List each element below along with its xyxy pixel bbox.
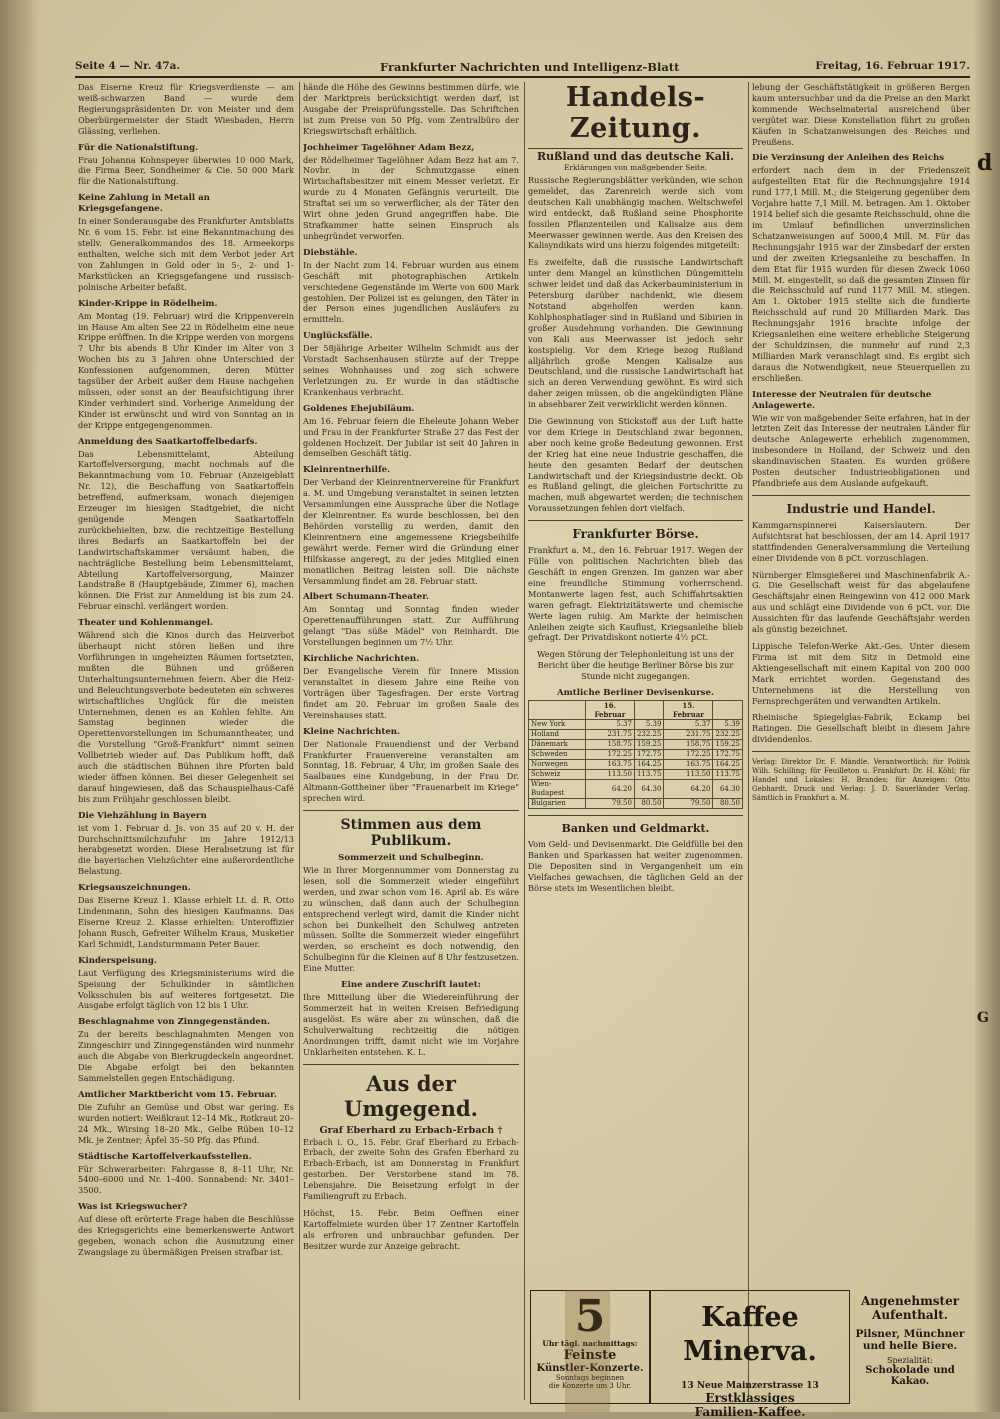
rates-cell: 158.75 [664,740,713,750]
article-heading: Kinder-Krippe in Rödelheim. [78,298,218,309]
umgegend-subheading: Graf Eberhard zu Erbach-Erbach † [319,1124,503,1136]
rates-cell: 64.20 [585,780,634,799]
ad-line: Erstklassiges [705,1391,795,1405]
boerse-heading: Frankfurter Börse. [572,527,699,542]
article-heading: Die Viehzählung in Bayern [78,810,207,821]
ad-line: und helle Biere. [862,1340,958,1352]
rates-cell: Holland [529,730,586,740]
rates-cell: 80.50 [713,799,743,809]
page-number: Seite 4 — Nr. 47a. [75,60,181,72]
article-text: Der Verband der Kleinrentnervereine für Frankfurt a. M. und Umgebung veranstaltet in seinen letzten Versammlungen eine Aussprache über die Notlage der Kleinrentner. Es wurde beschlossen, bei den Behörden vorstellig zu werden, damit den Kleinrentnern eine angemessene Kriegsbeihilfe gewährt werde. Ferner wird die Gründung einer Hilfskasse angeregt, zu der jedes Mitglied einen monatlichen Beitrag leisten soll. Die nächste Versammlung findet am 28. Februar statt. [303,477,519,586]
kaffee-minerva-ad [650,1290,850,1419]
table-row [529,730,743,740]
rates-header-cell: 15. Februar [664,701,713,720]
article-heading: Beschlagnahme von Zinngegenständen. [78,1017,271,1028]
column-rule [748,82,749,1400]
beverage-ad [850,1290,970,1402]
article-heading: Kinderspeisung. [78,955,157,966]
article-text: Frau Johanna Kohnspeyer überwies 10 000 Mark, die Firma Beer, Sondheimer & Cie. 50 000 Mark für die Nationalstiftung. [78,154,294,187]
rates-cell: 113.75 [713,770,743,780]
rates-cell: 159.25 [634,740,664,750]
rates-cell: 64.30 [634,780,664,799]
article-text: Während sich die Kinos durch das Heizverbot überhaupt nicht stören ließen und ihre Vorführungen in ungeheizten Räumen fortsetzten, mußten die Bühnen und größeren Unterhaltungsunternehmen feiern. Aber die Heiz- und Beleuchtungsverbote bedeuteten ein schweres wirtschaftliches Unglück für die meisten Unternehmen, denen es an Kohlen fehlte. Am Samstag beginnen wieder die Operettenvorstellungen im Schumanntheater, und die Vorstellung "Groß-Frankfurt" nimmt seinen Vollbetrieb wieder auf. Das Publikum hofft, daß auch die städtischen Bühnen ihre Pforten bald wieder öffnen können. Bei dieser Gelegenheit sei darauf hingewiesen, daß das Schauspielhaus-Café bis zum Frühjahr geschlossen bleibt. [78,630,294,804]
page-binding-shadow [0,0,40,1412]
article-text: Die Gewinnung von Stickstoff aus der Luft hatte vor dem Kriege in Deutschland zwar begonnen, aber noch keine große Bedeutung gewonnen. Erst der Krieg hat eine neue Industrie geschaffen, die heute den gesamten Bedarf der deutschen Landwirtschaft und der Kriegsindustrie deckt. Ob es Rußland gelingt, die gleichen Fortschritte zu machen, muß abgewartet werden; die technischen Voraussetzungen fehlen dort vielfach. [528,416,743,514]
article-text: Das Eiserne Kreuz für Kriegsverdienste — am weiß-schwarzen Band — wurde dem Regierungspräsidenten Dr. von Meister und dem Oberbürgermeister der Stadt Wiesbaden, Herrn Glässing, verliehen. [78,82,294,136]
article-heading: Kriegsauszeichnungen. [78,883,191,894]
article-text: Für Schwerarbeiter: Fahrgasse 8, 8–11 Uhr, Nr. 5400–6000 und Nr. 1–400. Sonnabend: Nr. 3401–3500. [78,1163,294,1196]
article-heading: Unglücksfälle. [303,331,373,342]
divider [752,495,970,496]
article-heading: Kleine Nachrichten. [303,726,401,737]
banken-text: Vom Geld- und Devisenmarkt. Die Geldfülle bei den Banken und Sparkassen hat weiter zugenommen. Die Depositen sind in Vergangenheit um ein Vielfaches gewachsen, die täglichen Geld an der Börse stets im Wesentlichen bleibt. [528,839,743,893]
umgegend-text-2: Höchst, 15. Febr. Beim Oeffnen einer Kartoffelmiete wurden über 17 Zentner Kartoffeln als erfroren und unbrauchbar gefunden. Der Besitzer wurde zur Anzeige gebracht. [303,1207,519,1251]
rates-cell: 79.50 [585,799,634,809]
ad-line: 13 Neue Mainzerstrasse 13 [681,1381,819,1391]
ad-title: Kaffee Minerva. [683,1302,817,1367]
ad-line: Aufenthalt. [872,1308,948,1322]
rates-cell: 113.50 [664,770,713,780]
rates-cell: 172.25 [664,750,713,760]
rates-cell: 113.75 [634,770,664,780]
ad-line: Pilsner, Münchner [855,1328,965,1340]
rates-header-cell [713,701,743,720]
article-subheading: Erklärungen von maßgebender Seite. [563,163,708,172]
rates-cell: 5.39 [713,720,743,730]
rates-cell: 232.25 [634,730,664,740]
article-text: Die Zufuhr an Gemüse und Obst war gering. Es wurden notiert: Weißkraut 12–14 Mk., Rotkraut 20–24 Mk., Wirsing 18–20 Mk., Gelbe Rüben 10–12 Mk. je Zentner; Äpfel 35–50 Pfg. das Pfund. [78,1101,294,1145]
article-heading: Was ist Kriegswucher? [78,1202,188,1213]
article-text: Das Eiserne Kreuz 1. Klasse erhielt Lt. d. R. Otto Lindenmann, Sohn des hiesigen Kaufmanns. Das Eiserne Kreuz 2. Klasse erhielten: Unteroffizier Johann Rusch, Gefreiter Wilhelm Kraus, Musketier Karl Schmidt, Landsturmmann Peter Bauer. [78,895,294,949]
edge-glyph: G [977,1010,989,1026]
rates-header-cell [529,701,586,720]
column-4 [752,82,970,1172]
rates-cell: 231.75 [585,730,634,740]
rates-cell: 5.37 [585,720,634,730]
rates-cell: 80.50 [634,799,664,809]
article-heading: Theater und Kohlenmangel. [78,618,214,629]
umgegend-text: Erbach i. O., 15. Febr. Graf Eberhard zu Erbach-Erbach, der zweite Sohn des Grafen Eberhard zu Erbach-Erbach, ist am Donnerstag in Frankfurt gestorben. Der Verstorbene stand im 78. Lebensjahre. Die Beisetzung erfolgt in der Familiengruft zu Erbach. [303,1136,519,1202]
rates-cell: 5.37 [664,720,713,730]
article-text: erfordert nach dem in der Friedenszeit aufgestellten Etat für die Rechnungsjahre 1914 rund 177,1 Mill. M.; die Steigerung gegenüber dem Vorjahre hatte 7,1 Mill. M. betragen. Am 1. Oktober 1914 belief sich die gesamte Reichsschuld, ohne die im Umlauf befindlichen unverzinslichen Schatzanweisungen auf 5000,4 Mill. M. Für das Rechnungsjahr 1915 war der Zinsbedarf der ersten und der zweiten Kriegsanleihe zu beschaffen. In dem Etat für 1915 wurden für diesen Zweck 1060 Mill. M. eingestellt, so daß die gesamten Zinsen für die Reichsschuld auf rund 1177 Mill. M. stiegen. Am 1. Oktober 1915 stellte sich die fundierte Reichsschuld auf rund 20 Milliarden Mark. Das Rechnungsjahr 1916 brachte infolge der Kriegsanleihen eine weitere erhebliche Steigerung der Schuldzinsen, die nunmehr auf rund 2,3 Milliarden Mark veranschlagt sind. Es ergibt sich daraus die Notwendigkeit, neue Steuerquellen zu erschließen. [752,165,970,383]
table-row [529,799,743,809]
column-2-articles [303,82,519,804]
article-heading: Keine Zahlung in Metall an Kriegsgefangene. [78,193,210,215]
article-text: Kammgarnspinnerei Kaiserslautern. Der Aufsichtsrat hat beschlossen, der am 14. April 1917 stattfindenden Generalversammlung die Verteilung einer Dividende von 8 pCt. vorzuschlagen. [752,519,970,563]
article-heading: Kirchliche Nachrichten. [303,654,420,665]
rates-cell: 164.25 [713,760,743,770]
ad-line: Familien-Kaffee. [694,1405,806,1419]
table-row [529,720,743,730]
rates-title: Amtliche Berliner Devisenkurse. [557,688,714,699]
divider [528,148,743,149]
article-text: ist vom 1. Februar d. Js. von 35 auf 20 v. H. der Durchschnittsmilchzufuhr im Jahre 1912/13 herabgesetzt worden. Diese Herabsetzung ist für die bayerischen Viehzüchter eine außerordentliche Belastung. [78,822,294,877]
article-heading: Rußland und das deutsche Kali. [536,150,735,163]
rates-cell: 231.75 [664,730,713,740]
umgegend-heading: Aus der Umgegend. [344,1070,478,1121]
divider [528,815,743,816]
rates-cell: 172.25 [585,750,634,760]
rates-cell: 64.30 [713,780,743,799]
ad-line: die Konzerte um 3 Uhr. [548,1382,632,1390]
article-text: Russische Regierungsblätter verkünden, wie schon gemeldet, das Zarenreich werde sich vom deutschen Kali unabhängig machen. Weltschwefel wird entdeckt, daß Rußland seine Phosphorite fossilen Pflanzenteilen und Kalisalze aus dem Meerwasser gewinnen werde. Aus den Kreisen des Kalisyndikats wird uns hierzu folgendes mitgeteilt: [528,175,743,251]
article-heading: Interesse der Neutralen für deutsche Anlagewerte. [752,389,932,411]
table-row [529,770,743,780]
imprint: Verlag: Direktor Dr. F. Mändle. Verantwortlich: für Politik Wilh. Schilling; für Feuilleton u. Frankfurt: Dr. H. Köhl; für Handel und Lokales: H. Brandes; für Anzeigen: Otto Gebhardt. Druck und Verlag: J. D. Sauerländer Verlag. Sämtlich in Frankfurt a. M. [752,758,970,803]
rates-cell: 159.25 [713,740,743,750]
article-heading: Anmeldung des Saatkartoffelbedarfs. [78,436,258,447]
publikum-subheading: Sommerzeit und Schulbeginn. [338,853,484,864]
article-heading: Kleinrentnerhilfe. [303,465,391,476]
article-text: Lippische Telefon-Werke Akt.-Ges. Unter diesem Firma ist mit dem Sitz in Detmold eine Aktiengesellschaft mit einem Kapital von 200 000 Mark errichtet worden. Gegenstand des Unternehmens ist die Herstellung von Fernsprechgeräten und verwandten Artikeln. [752,640,970,706]
article-text: Am 16. Februar feiern die Eheleute Johann Weber und Frau in der Frankfurter Straße 27 das Fest der goldenen Hochzeit. Der Jubilar ist seit 40 Jahren in demselben Geschäft tätig. [303,415,519,459]
rates-cell: Norwegen [529,760,586,770]
rates-cell: 79.50 [664,799,713,809]
table-row [529,750,743,760]
article-text: Auf diese oft erörterte Frage haben die Beschlüsse des Kriegsgerichts eine bemerkenswerte Antwort gegeben, wonach schon die Ausnutzung einer Zwangslage zu übermäßigen Preisen strafbar ist. [78,1214,294,1257]
article-text: Der Nationale Frauendienst und der Verband Frankfurter Frauenvereine veranstalten am Sonntag, 18. Februar, 4 Uhr, im großen Saale des Saalbaues eine Kundgebung, in der Frau Dr. Altmann-Gottheiner über "Frauenarbeit im Kriege" sprechen wird. [303,738,519,804]
adjacent-page-edge [975,0,1000,1412]
article-text: lebung der Geschäftstätigkeit in größeren Bergen kaum untersuchbar und da die Preise an den Markt kommende Wechselmaterial ausreichend über vergütet war. Diese Konstellation führt zu großen Käufen in Schatzanweisungen des Reiches und Preußens. [752,82,970,147]
handels-zeitung-title: Handels-Zeitung. [565,82,706,144]
issue-date: Freitag, 16. Februar 1917. [815,60,970,72]
divider [303,1064,519,1065]
banken-heading: Banken und Geldmarkt. [561,822,710,836]
article-heading: Die Verzinsung der Anleihen des Reichs [752,153,945,164]
column-2 [303,82,519,1400]
article-text: Nürnberger Elmsgießerei und Maschinenfabrik A.-G. Die Gesellschaft weist für das abgelaufene Geschäftsjahr einen Reingewinn von 412 000 Mark aus und schlägt eine Dividende von 6 pCt. vor. Die Aussichten für das laufende Geschäftsjahr werden als günstig bezeichnet. [752,569,970,635]
ad-line: Angenehmster [860,1294,960,1308]
rates-cell: Schweiz [529,770,586,780]
column-1 [78,82,294,1400]
ad-line: Uhr tägl. nachmittags: [542,1339,638,1348]
article-text: Am Sonntag und Sonntag finden wieder Operettenaufführungen statt. Zur Aufführung gelangt "Das süße Mädel" von Reinhardt. Die Vorstellungen beginnen um 7½ Uhr. [303,604,519,648]
article-text: Wie wir von maßgebender Seite erfahren, hat in der letzten Zeit das Interesse der neutralen Länder für deutsche Anlagewerte erheblich zugenommen, insbesondere in Holland, der Schweiz und den skandinavischen Staaten. Es wurden größere Posten deutscher Industrieobligationen und Pfandbriefe aus dem Auslande aufgekauft. [752,412,970,488]
publikum-heading: Stimmen aus dem Publikum. [340,817,482,850]
article-heading: Jochheimer Tagelöhner Adam Bezz, [303,142,475,153]
rates-note: Wegen Störung der Telephonleitung ist uns der Bericht über die heutige Berliner Börse bis zur Stunde nicht zugegangen. [537,649,734,682]
column-rule [299,82,300,1400]
article-heading: Amtlicher Marktbericht vom 15. Februar. [78,1089,277,1100]
table-row [529,780,743,799]
rates-cell: 163.75 [664,760,713,770]
industrie-heading: Industrie und Handel. [786,501,936,516]
ad-big-number: 5 [574,1291,606,1342]
article-heading: Goldenes Ehejubiläum. [303,403,415,414]
rates-header-cell: 16. Februar [585,701,634,720]
masthead: Frankfurter Nachrichten und Intelligenz-Blatt [380,60,680,74]
article-heading: Für die Nationalstiftung. [78,142,199,153]
ad-line: Schokolade und Kakao. [865,1365,955,1387]
article-text: Am Montag (19. Februar) wird die Krippenverein im Hause Am alten See 22 in Rödelheim eine neue Krippe eröffnen. In die Krippe werden von morgens 7 Uhr bis abends 8 Uhr Kinder im Alter von 3 Wochen bis zu 3 Jahren ohne Unterschied der Konfessionen aufgenommen, deren Mütter tagsüber der Arbeit außer dem Hause nachgehen müssen, oder sonst an der Beaufsichtigung ihrer Kinder verhindert sind. Vorherige Anmeldung der Kinder ist erwünscht und wird von Sonntag an in der Krippe entgegengenommen. [78,310,294,430]
article-heading: Städtische Kartoffelverkaufsstellen. [78,1151,252,1162]
column-rule [524,82,525,1400]
rates-cell: 164.25 [634,760,664,770]
article-text: Rheinische Spiegelglas-Fabrik, Eckamp bei Ratingen. Die Gesellschaft bleibt in diesem Jahre dividendenlos. [752,712,970,745]
divider [303,810,519,811]
publikum-text-2: Ihre Mitteilung über die Wiedereinführung der Sommerzeit hat in weiten Kreisen Befriedigung ausgelöst. Es wäre aber zu wünschen, daß die Schulverwaltung rechtzeitig die nötigen Anordnungen trifft, damit nicht wie im Vorjahre Unklarheiten entstehen. K. L. [303,992,519,1057]
page-header [75,60,970,78]
rates-cell: Dänemark [529,740,586,750]
article-text: In der Nacht zum 14. Februar wurden aus einem Geschäft mit photographischen Artikeln verschiedene Gegenstände im Werte von 600 Mark gestohlen. Der Polizei ist es gelungen, den Täter in der Person eines jugendlichen Ausläufers zu ermitteln. [303,259,519,325]
table-row [529,760,743,770]
exchange-rates-table [528,700,743,809]
divider [752,751,970,752]
article-text: hände die Höhe des Gewinns bestimmen dürfe, wie der Marktpreis berücksichtigt werden darf, ist Ausgabe der Preisprüfungsstelle. Das Schriftchen ist zum Preise von 50 Pfg. vom Zentralbüro der Kriegswirtschaft erhältlich. [303,82,519,136]
rates-header-cell [634,701,664,720]
edge-glyph: d [977,150,993,176]
article-text: Laut Verfügung des Kriegsministeriums wird die Speisung der Schulkinder in sämtlichen Volksschulen bis auf weiteres fortgesetzt. Die Ausgabe erfolgt täglich von 12 bis 1 Uhr. [78,967,294,1011]
rates-cell: 172.75 [634,750,664,760]
rates-cell: 232.25 [713,730,743,740]
boerse-text: Frankfurt a. M., den 16. Februar 1917. Wegen der Fülle von politischen Nachrichten blieb das Geschäft in engen Grenzen. Im ganzen war aber eine freundliche Stimmung vorherrschend. Montanwerte lagen fest, auch Schiffahrtsaktien waren gefragt. Elektrizitätswerte und chemische Werte lagen ruhig. Am Markte der heimischen Anleihen zeigte sich Kauflust, Kriegsanleihe blieb gefragt. Der Privatdiskont notierte 4½ pCt. [528,545,743,643]
publikum-text: Wie in Ihrer Morgennummer vom Donnerstag zu lesen, soll die Sommerzeit wieder eingeführt werden, und zwar schon vom 16. April ab. Es wäre zu wünschen, daß dann auch der Schulbeginn entsprechend verlegt wird, damit die Kinder nicht schon bei Dunkelheit den Schulweg antreten müssen. Sollte die Sommerzeit wieder eingeführt werden, so erscheint es doch notwendig, den Schulbeginn für die Kleinen auf 8 Uhr festzusetzen. Eine Mutter. [303,865,519,974]
rates-cell: New York [529,720,586,730]
rates-cell: 163.75 [585,760,634,770]
rates-cell: Wien-Budapest [529,780,586,799]
paper-stain [565,1290,610,1412]
rates-cell: Bulgarien [529,799,586,809]
article-text: Der Evangelische Verein für Innere Mission veranstaltet in diesem Jahre eine Reihe von Vorträgen über Tagesfragen. Der erste Vortrag findet am 20. Februar im großen Saale des Vereinshauses statt. [303,666,519,720]
article-heading: Albert Schumann-Theater. [303,592,429,603]
article-text: der Rödelheimer Tagelöhner Adam Bezz hat am 7. Novbr. in der Schmutzgasse einen Wirtschaftsbesitzer mit einem Messer verletzt. Er wurde zu 4 Monaten Gefängnis verurteilt. Die Straftat sei um so verwerflicher, als der Täter den Wirt ohne jeden Grund angegriffen habe. Die Strafkammer hatte seinen Einspruch als unbegründet verworfen. [303,154,519,241]
article-heading: Diebstähle. [303,247,358,258]
rates-cell: 158.75 [585,740,634,750]
article-text: Das Lebensmittelamt, Abteilung Kartoffelversorgung, macht nochmals auf die Bekanntmachung vom 10. Februar (Anzeigeblatt Nr. 12), die Beschaffung von Saatkartoffeln betreffend, aufmerksam, wonach diejenigen Erzeuger im hiesigen Stadtgebiet, die nicht genügende Mengen Saatkartoffeln zurückbehielten, bzw. die rechtzeitige Bestellung ihres Bedarfs an Saatkartoffeln bei der Landwirtschaftskammer versäumt haben, die nachträgliche Bestellung beim Lebensmittelamt, Abteilung Kartoffelversorgung, Mainzer Landstraße 8 (Hauptgebäude, Zimmer 6), machen können. Die Frist zur Anmeldung ist bis zum 24. Februar einschl. verlängert worden. [78,448,294,612]
column-3 [528,82,743,1282]
rates-cell: 172.75 [713,750,743,760]
article-text: Zu der bereits beschlagnahmten Mengen von Zinngeschirr und Zinngegenständen wird nunmehr auch die Abgabe von Bierkrugdeckeln angeordnet. Die Abgabe erfolgt bei den bekannten Sammelstellen gegen Entschädigung. [78,1029,294,1083]
rates-cell: 5.39 [634,720,664,730]
ad-line: Sonntags beginnen [555,1374,625,1382]
rates-cell: 64.20 [664,780,713,799]
ad-line: Spezialität: [887,1356,933,1365]
rates-cell: Schweden [529,750,586,760]
table-row [529,740,743,750]
divider [528,520,743,521]
article-text: Der 58jährige Arbeiter Wilhelm Schmidt aus der Vorstadt Sachsenhausen stürzte auf der Treppe seines Wohnhauses und zog sich schwere Verletzungen zu. Er wurde in das städtische Krankenhaus verbracht. [303,343,519,397]
publikum-subheading-2: Eine andere Zuschrift lautet: [341,980,481,991]
article-text: In einer Sonderausgabe des Frankfurter Amtsblatts Nr. 6 vom 15. Febr. ist eine Bekanntmachung des stellv. Generalkommandos des 18. Armeekorps enthalten, welche sich mit dem Verbot jeder Art von Zahlungen in Gold oder in 5-, 2- und 1-Markstücken an Kriegsgefangene und russisch-polnische Arbeiter befaßt. [78,216,294,292]
ad-line: Feinste [563,1348,617,1363]
ad-line: Künstler-Konzerte. [536,1363,644,1374]
article-text: Es zweifelte, daß die russische Landwirtschaft unter dem Mangel an künstlichen Düngemitteln schwer leidet und daß das Ackerbauministerium in Petersburg darüber nachdenkt, wie diesem Notstand abgeholfen werden kann. Kohlphosphatlager sind in Rußland und Sibirien in großer Ausdehnung vorhanden. Die Gewinnung von Kali aus Meerwasser ist jedoch sehr kostspielig. Vor dem Kriege bezog Rußland alljährlich große Mengen Kalisalze aus Deutschland, und die russische Landwirtschaft hat sich an deren Verwendung gewöhnt. Es wird sich daher zeigen müssen, ob die angekündigten Pläne in absehbarer Zeit verwirklicht werden können. [528,257,743,410]
rates-cell: 113.50 [585,770,634,780]
